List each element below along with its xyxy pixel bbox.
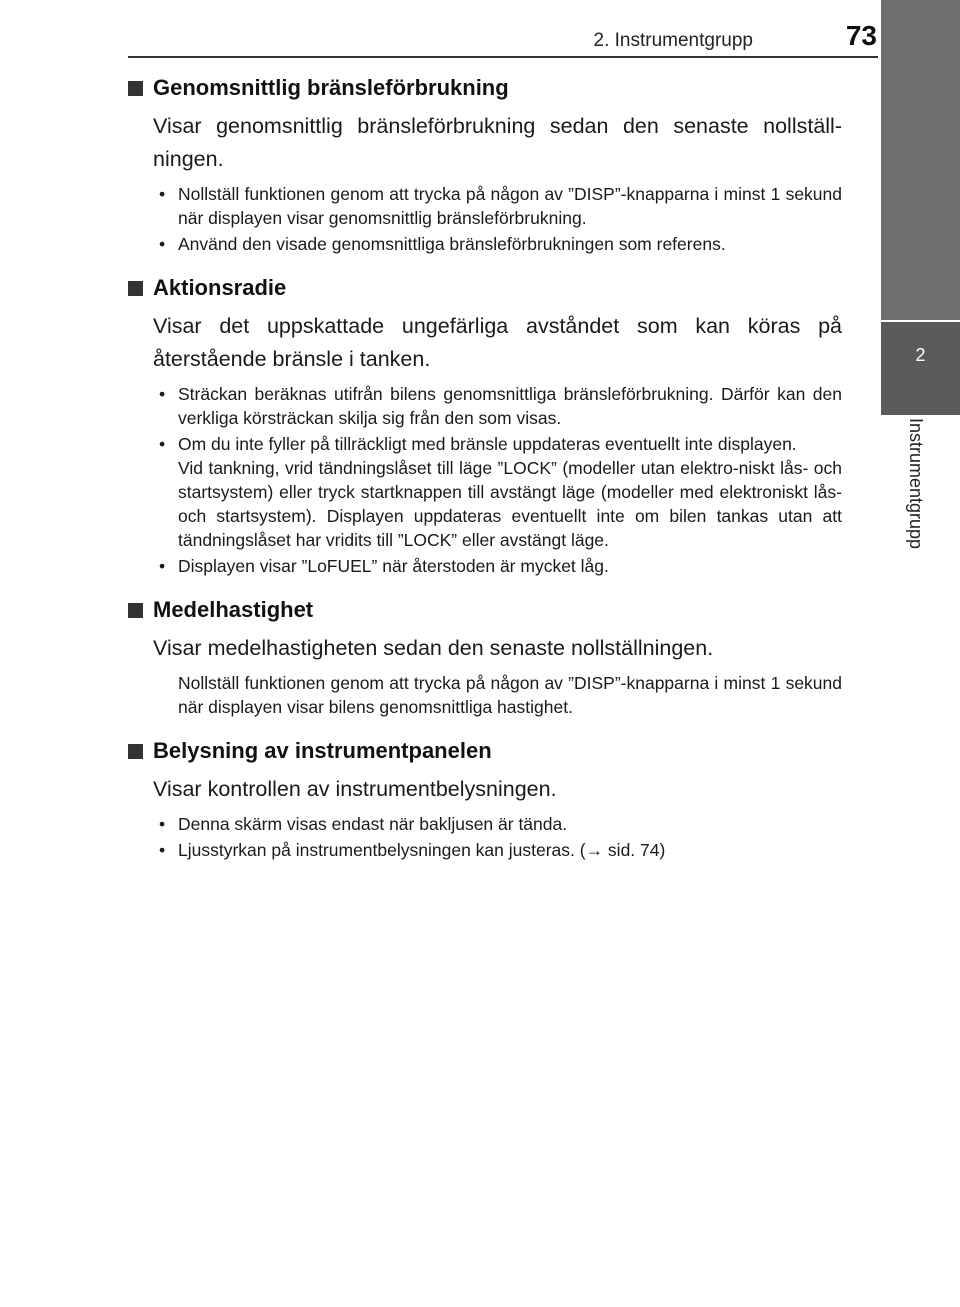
section-title: Medelhastighet	[153, 597, 314, 622]
list-item-text: Nollställ funktionen genom att trycka på någon av ”DISP”-knapparna i minst 1 sekund när displayen visar genomsnittlig bränsleförbrukning.	[178, 184, 842, 228]
list-item-continuation: Vid tankning, vrid tändningslåset till läge ”LOCK” (modeller utan elektro-niskt lås- och startsystem) eller tryck startknappen till avstängt läge (modeller med elektroniskt lås- och startsystem). Displayen uppdateras eventuellt inte om bilen tankas utan att tändningslåset har vridits till ”LOCK” eller avstängt läge.	[178, 458, 842, 550]
section-description: Visar genomsnittlig bränsleförbrukning sedan den senaste nollställ-ningen.	[153, 114, 842, 171]
side-tab-number: 2	[915, 345, 926, 365]
bullet-dot: •	[159, 434, 166, 454]
list-item-text: Displayen visar ”LoFUEL” när återstoden är mycket låg.	[178, 556, 609, 576]
section-average-speed	[128, 592, 842, 719]
list-item	[153, 432, 842, 552]
list-item-text: Sträckan beräknas utifrån bilens genomsnittliga bränsleförbrukning. Därför kan den verkliga körsträckan skilja sig från den som visas.	[178, 384, 842, 428]
bullet-list	[153, 182, 842, 256]
section-heading	[128, 270, 842, 306]
bullet-dot: •	[159, 556, 166, 576]
list-item	[153, 812, 842, 836]
list-item-text: Använd den visade genomsnittliga bränsleförbrukningen som referens.	[178, 234, 726, 254]
list-item	[153, 232, 842, 256]
list-item	[153, 182, 842, 230]
section-description: Visar kontrollen av instrumentbelysningen.	[153, 777, 557, 801]
section-average-fuel-consumption	[128, 70, 842, 256]
section-description: Visar medelhastigheten sedan den senaste nollställningen.	[153, 636, 714, 660]
bullet-dot: •	[159, 234, 166, 254]
section-note: Nollställ funktionen genom att trycka på någon av ”DISP”-knapparna i minst 1 sekund när displayen visar bilens genomsnittliga hastighet.	[178, 673, 842, 717]
bullet-dot: •	[159, 840, 166, 860]
section-driving-range	[128, 270, 842, 578]
page-header	[0, 0, 960, 64]
list-item	[153, 554, 842, 578]
page-content	[128, 70, 842, 876]
section-instrument-panel-lighting	[128, 733, 842, 862]
bullet-list	[153, 382, 842, 578]
list-item-text: Denna skärm visas endast när bakljusen är tända.	[178, 814, 568, 834]
section-heading	[128, 592, 842, 628]
section-title: Belysning av instrumentpanelen	[153, 738, 492, 763]
section-heading	[128, 70, 842, 106]
section-description: Visar det uppskattade ungefärliga avståndet som kan köras på återstående bränsle i tanken.	[153, 314, 842, 371]
side-tab-label: Instrumentgrupp	[906, 418, 926, 550]
side-tab-chapter-marker	[881, 322, 960, 415]
bullet-dot: •	[159, 184, 166, 204]
section-heading	[128, 733, 842, 769]
page-number: 73	[845, 20, 877, 51]
square-bullet-icon	[128, 281, 143, 296]
bullet-dot: •	[159, 384, 166, 404]
list-item-text: Ljusstyrkan på instrumentbelysningen kan justeras. (→ sid. 74)	[178, 840, 666, 860]
square-bullet-icon	[128, 81, 143, 96]
side-tab-background	[881, 0, 960, 320]
list-item	[153, 838, 842, 862]
header-divider	[128, 56, 878, 58]
section-title: Aktionsradie	[153, 275, 287, 300]
chapter-title: 2. Instrumentgrupp	[593, 30, 753, 51]
section-title: Genomsnittlig bränsleförbrukning	[153, 75, 509, 100]
bullet-list	[153, 812, 842, 862]
bullet-dot: •	[159, 814, 166, 834]
square-bullet-icon	[128, 744, 143, 759]
square-bullet-icon	[128, 603, 143, 618]
list-item	[153, 382, 842, 430]
list-item-text: Om du inte fyller på tillräckligt med bränsle uppdateras eventuellt inte displayen.	[178, 434, 797, 454]
